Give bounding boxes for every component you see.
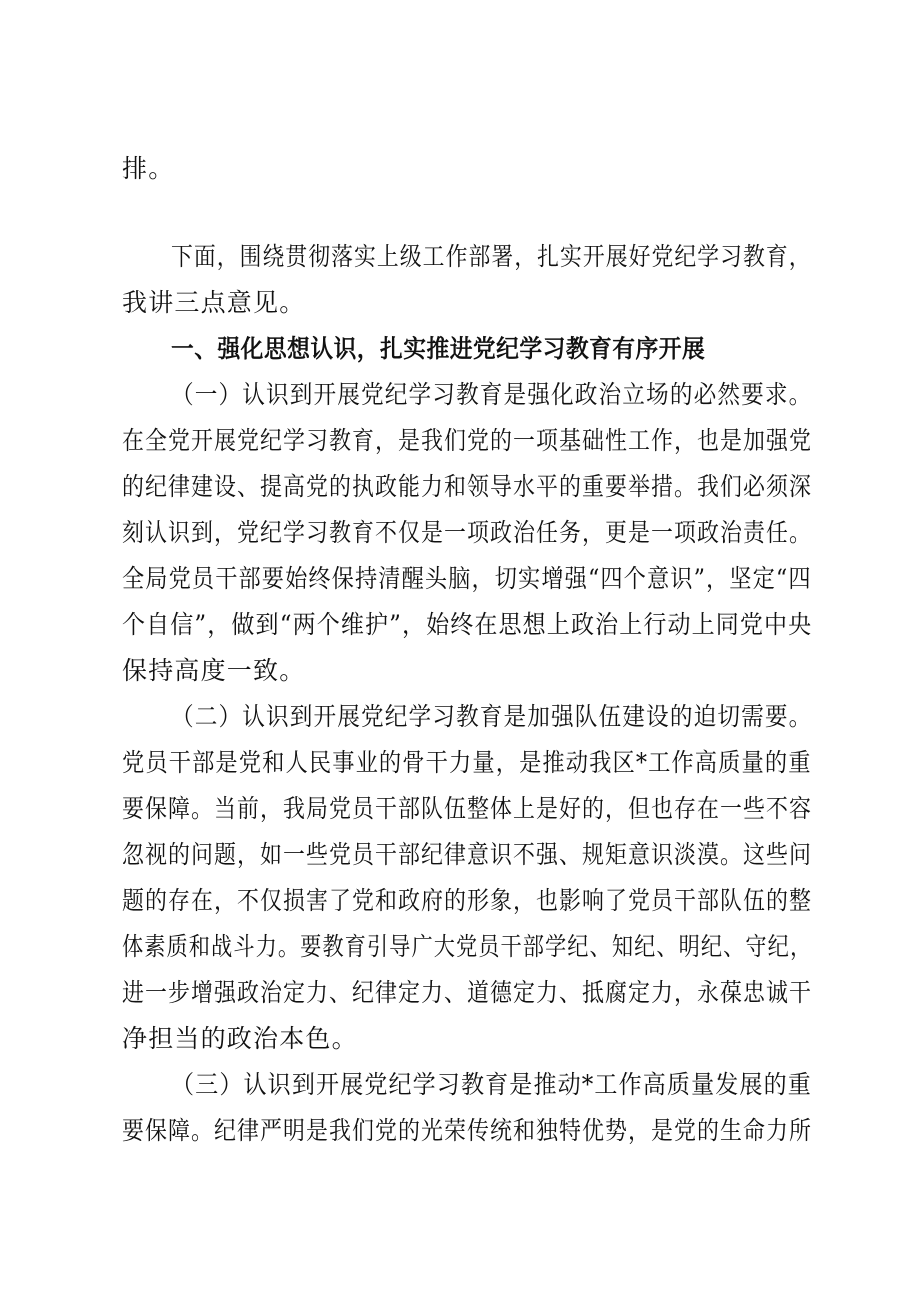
subsection-heading: （二）认识到开展党纪学习教育是加强队伍建设的迫切需要。 bbox=[171, 702, 813, 731]
subsection-heading: （三）认识到开展党纪学习教育是推动*工作高质量发展的重 bbox=[171, 1070, 812, 1099]
subsection-heading: （一）认识到开展党纪学习教育是强化政治立场的必然要求。 bbox=[171, 380, 813, 409]
text-line: 要保障。当前，我局党员干部队伍整体上是好的，但也存在一些不容 bbox=[122, 794, 813, 823]
text-line: 在全党开展党纪学习教育，是我们党的一项基础性工作，也是加强党 bbox=[122, 426, 813, 455]
text-line: 保持高度一致。 bbox=[122, 656, 306, 685]
text-line: 要保障。纪律严明是我们党的光荣传统和独特优势，是党的生命力所 bbox=[122, 1116, 813, 1145]
text-line: 个自信”，做到“两个维护”，始终在思想上政治上行动上同党中央 bbox=[122, 610, 813, 639]
text-line: 党员干部是党和人民事业的骨干力量，是推动我区*工作高质量的重 bbox=[122, 748, 812, 777]
text-line: 全局党员干部要始终保持清醒头脑，切实增强“四个意识”，坚定“四 bbox=[122, 564, 812, 593]
text-line: 体素质和战斗力。要教育引导广大党员干部学纪、知纪、明纪、守纪， bbox=[122, 932, 813, 961]
text-line: 我讲三点意见。 bbox=[122, 288, 306, 317]
text-line: 下面，围绕贯彻落实上级工作部署，扎实开展好党纪学习教育， bbox=[171, 242, 812, 271]
text-line: 排。 bbox=[122, 154, 175, 183]
text-line: 题的存在，不仅损害了党和政府的形象，也影响了党员干部队伍的整 bbox=[122, 886, 813, 915]
text-line: 的纪律建设、提高党的执政能力和领导水平的重要举措。我们必须深 bbox=[122, 472, 813, 501]
text-line: 刻认识到，党纪学习教育不仅是一项政治任务，更是一项政治责任。 bbox=[122, 518, 813, 547]
section-heading: 一、强化思想认识，扎实推进党纪学习教育有序开展 bbox=[171, 334, 706, 363]
text-line: 净担当的政治本色。 bbox=[122, 1024, 358, 1053]
text-line: 进一步增强政治定力、纪律定力、道德定力、抵腐定力，永葆忠诚干 bbox=[122, 978, 813, 1007]
text-line: 忽视的问题，如一些党员干部纪律意识不强、规矩意识淡漠。这些问 bbox=[122, 840, 813, 869]
